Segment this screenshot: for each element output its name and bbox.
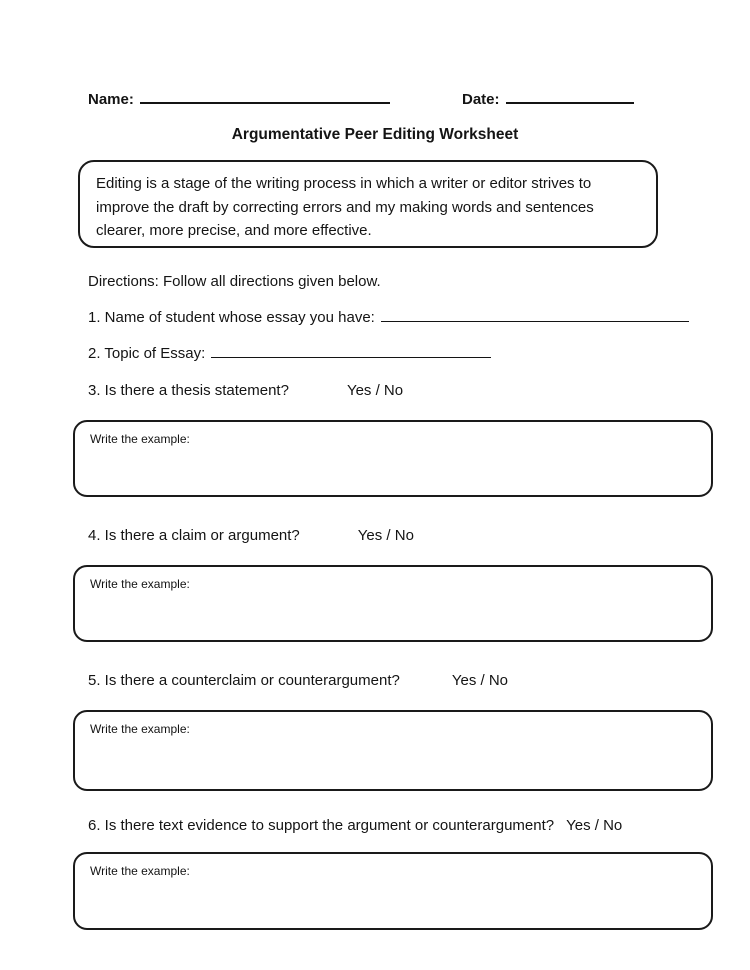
answer-box-3 <box>73 420 713 497</box>
question-4-text: 4. Is there a claim or argument? <box>88 527 300 544</box>
question-6-choices: Yes / No <box>566 817 623 834</box>
answer-box-5-label: Write the example: <box>90 722 190 736</box>
question-6-text: 6. Is there text evidence to support the argument or counterargument? <box>88 817 555 834</box>
question-2-text: 2. Topic of Essay: <box>88 345 206 362</box>
date-label: Date: <box>462 91 500 108</box>
question-5-choices: Yes / No <box>451 672 508 689</box>
name-field-row <box>88 91 390 108</box>
question-1-row <box>88 309 689 326</box>
answer-box-6 <box>73 852 713 930</box>
question-5-row <box>88 672 508 689</box>
answer-box-4-label: Write the example: <box>90 577 190 591</box>
date-field-row <box>462 91 634 108</box>
question-5-text: 5. Is there a counterclaim or counterargument? <box>88 672 400 689</box>
question-3-text: 3. Is there a thesis statement? <box>88 382 289 399</box>
question-6-row <box>88 817 622 834</box>
answer-box-3-label: Write the example: <box>90 432 190 446</box>
intro-definition-box <box>78 160 658 248</box>
intro-definition-text: Editing is a stage of the writing process in which a writer or editor strives to improve the draft by correcting errors and my making words and sentences clearer, more precise, and more effective. <box>96 175 594 239</box>
question-2-answer-line <box>211 345 491 358</box>
question-4-row <box>88 527 414 544</box>
question-3-row <box>88 382 403 399</box>
question-3-choices: Yes / No <box>346 382 404 399</box>
question-4-choices: Yes / No <box>357 527 414 544</box>
name-label: Name: <box>88 91 134 108</box>
question-1-answer-line <box>381 309 689 322</box>
answer-box-6-label: Write the example: <box>90 864 190 878</box>
question-2-row <box>88 345 491 362</box>
page-title: Argumentative Peer Editing Worksheet <box>231 126 519 143</box>
question-1-text: 1. Name of student whose essay you have: <box>88 309 375 326</box>
date-answer-line <box>506 91 634 104</box>
answer-box-5 <box>73 710 713 791</box>
answer-box-4 <box>73 565 713 642</box>
directions-text: Directions: Follow all directions given below. <box>88 273 381 290</box>
name-answer-line <box>140 91 390 104</box>
